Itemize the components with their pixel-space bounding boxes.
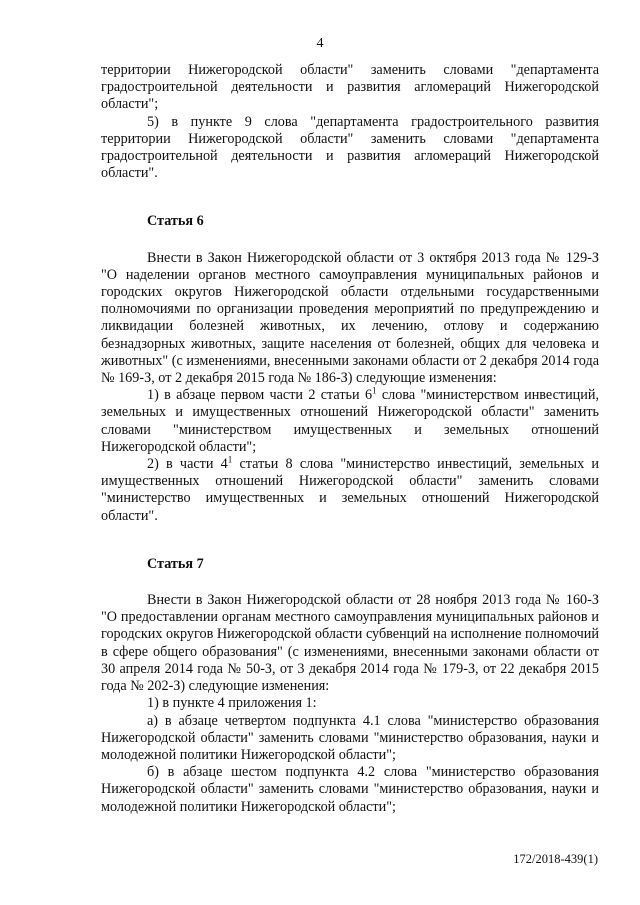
article-6-item-2 — [101, 456, 599, 525]
article-6-item-2-start: 2) в части 4 — [147, 456, 228, 473]
document-code: 172/2018-439(1) — [513, 852, 598, 866]
article-7-subitem-b: б) в абзаце шестом подпункта 4.2 слова "министерство образования Нижегородской области" заменить словами "министерство образования, науки и молодежной политики Нижегородской области"; — [101, 764, 599, 815]
article-6-item-2-superscript: 1 — [227, 454, 233, 465]
article-7-subitem-a: а) в абзаце четвертом подпункта 4.1 слова "министерство образования Нижегородской области" заменить словами "министерство образования, науки и молодежной политики Нижегородской области"; — [101, 712, 599, 763]
article-6-intro: Внести в Закон Нижегородской области от 3 октября 2013 года № 129-З "О наделении органов местного самоуправления муниципальных районов и городских округов Нижегородской области отдельными государственными полномочиями по организации проведения мероприятий по предупреждению и ликвидации болезней животных, их лечению, отлову и содержанию безнадзорных животных, защите населения от болезней, общих для человека и животных" (с изменениями, внесенными законами области от 2 декабря 2014 года № 169-З, от 2 декабря 2015 года № 186-З) следующие изменения: — [101, 249, 599, 387]
article-6-item-1-start: 1) в абзаце первом части 2 статьи 6 — [147, 387, 373, 404]
article-6-item-1-superscript: 1 — [372, 385, 377, 396]
article-6-heading: Статья 6 — [147, 213, 204, 230]
page-number: 4 — [316, 36, 324, 51]
article-6-item-2-end: статьи 8 слова "министерство инвестиций, земельных и имущественных отношений Нижегородской области" заменить словами "министерство имущественных и земельных отношений Нижегородской области". — [101, 456, 599, 524]
article-7-intro: Внести в Закон Нижегородской области от 28 ноября 2013 года № 160-З "О предоставлении органам местного самоуправления муниципальных районов и городских округов Нижегородской области субвенций на исполнение полномочий в сфере общего образования" (с изменениями, внесенными законами области от 30 апреля 2014 года № 50-З, от 3 декабря 2014 года № 179-З, от 22 декабря 2015 года № 202-З) следующие изменения: — [101, 592, 599, 695]
article-6-item-1 — [101, 387, 599, 456]
article-7-item-1: 1) в пункте 4 приложения 1: — [147, 695, 317, 712]
article-7-heading: Статья 7 — [147, 555, 204, 572]
item-5-paragraph: 5) в пункте 9 слова "департамента градостроительного развития территории Нижегородской области" заменить словами "департамента градостроительной деятельности и развития агломераций Нижегородской области". — [101, 113, 599, 182]
document-body — [101, 62, 599, 816]
continuation-paragraph: территории Нижегородской области" заменить словами "департамента градостроительной деятельности и развития агломераций Нижегородской области"; — [101, 62, 599, 113]
article-6-item-1-end: слова "министерством инвестиций, земельных и имущественных отношений Нижегородской области" заменить словами "министерством имущественных и земельных отношений Нижегородской области"; — [101, 387, 599, 455]
